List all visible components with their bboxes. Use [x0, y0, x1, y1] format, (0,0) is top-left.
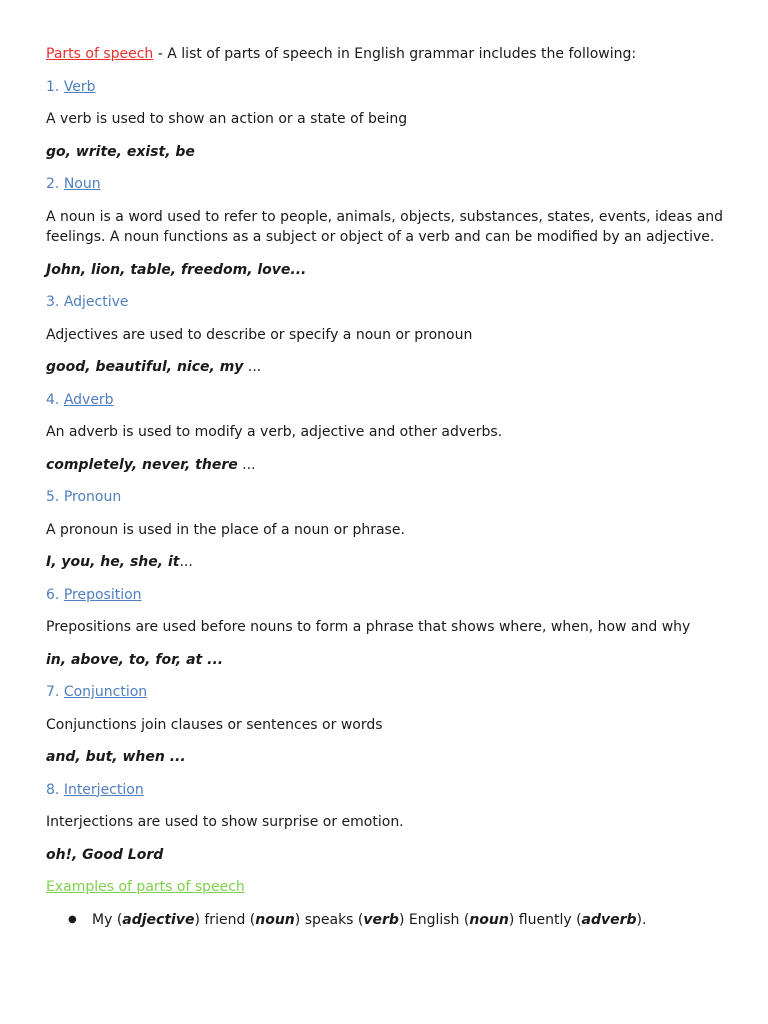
- example-words: oh!, Good Lord: [46, 846, 164, 863]
- example-words: good, beautiful, nice, my: [46, 359, 244, 375]
- section-preposition: [46, 585, 736, 671]
- section-description: A pronoun is used in the place of a noun or phrase.: [46, 521, 405, 538]
- section-description: Prepositions are used before nouns to form a phrase that shows where, when, how and why: [46, 619, 691, 635]
- section-number: 5.: [46, 489, 64, 505]
- section-adverb: [46, 390, 736, 476]
- section-title-link[interactable]: Preposition: [63, 586, 142, 603]
- section-description: Adjectives are used to describe or specify a noun or pronoun: [46, 326, 473, 343]
- example-words: and, but, when ...: [46, 749, 186, 765]
- example-bullet-item: [68, 910, 736, 931]
- section-examples: [46, 357, 736, 378]
- parts-of-speech-link[interactable]: Parts of speech: [46, 46, 154, 62]
- section-description: Conjunctions join clauses or sentences or words: [46, 716, 383, 733]
- document-page: [46, 44, 736, 930]
- examples-of-parts-of-speech-link[interactable]: Examples of parts of speech: [46, 879, 245, 895]
- section-number: 6.: [46, 586, 64, 603]
- example-words: in, above, to, for, at ...: [46, 651, 224, 668]
- section-conjunction: [46, 682, 736, 768]
- example-words: go, write, exist, be: [46, 143, 195, 160]
- section-adjective: [46, 292, 736, 378]
- section-description: Interjections are used to show surprise or emotion.: [46, 814, 404, 830]
- section-number: 4.: [46, 391, 64, 408]
- example-bullet-list: [46, 910, 736, 931]
- section-interjection: [46, 780, 736, 866]
- section-examples: [46, 650, 736, 671]
- part-of-speech-label: adjective: [122, 911, 195, 928]
- example-words: John, lion, table, freedom, love...: [46, 261, 307, 278]
- section-title-link: Adjective: [63, 294, 129, 310]
- section-noun: [46, 174, 736, 280]
- sentence-fragment: ).: [636, 911, 647, 928]
- section-title-link[interactable]: Verb: [63, 78, 96, 95]
- section-title-link[interactable]: Interjection: [63, 781, 144, 798]
- section-heading: [46, 585, 736, 606]
- example-words: I, you, he, she, it: [46, 554, 180, 570]
- part-of-speech-label: adverb: [581, 911, 637, 928]
- section-heading: [46, 390, 736, 411]
- part-of-speech-label: verb: [363, 911, 399, 928]
- section-number: 7.: [46, 684, 64, 700]
- example-words: completely, never, there: [46, 456, 238, 473]
- bullet-icon: ●: [68, 913, 77, 925]
- section-pronoun: [46, 487, 736, 573]
- sentence-fragment: ) English (: [398, 911, 470, 928]
- sentence-fragment: ) friend (: [194, 911, 256, 928]
- section-title-link[interactable]: Conjunction: [63, 684, 148, 700]
- section-examples: [46, 260, 736, 281]
- section-heading: [46, 292, 736, 313]
- section-verb: [46, 77, 736, 163]
- section-description: A verb is used to show an action or a state of being: [46, 111, 408, 127]
- section-description: An adverb is used to modify a verb, adjective and other adverbs.: [46, 424, 503, 440]
- section-title-link[interactable]: Noun: [63, 176, 101, 192]
- sentence-fragment: ) speaks (: [294, 911, 364, 928]
- section-heading: [46, 174, 736, 195]
- section-title-link[interactable]: Adverb: [63, 391, 114, 408]
- example-ellipsis: ...: [237, 456, 256, 473]
- section-heading: [46, 487, 736, 508]
- section-number: 8.: [46, 781, 64, 798]
- section-examples: [46, 455, 736, 476]
- section-heading: [46, 77, 736, 98]
- example-sentence: [92, 912, 646, 928]
- intro-text: - A list of parts of speech in English grammar includes the following:: [153, 46, 637, 62]
- example-ellipsis: ...: [179, 554, 193, 570]
- section-heading: [46, 682, 736, 703]
- section-number: 1.: [46, 78, 64, 95]
- section-examples: [46, 142, 736, 163]
- section-number: 3.: [46, 294, 64, 310]
- section-title-link: Pronoun: [63, 489, 122, 505]
- part-of-speech-label: noun: [469, 911, 509, 928]
- example-ellipsis: ...: [243, 359, 262, 375]
- section-examples: [46, 747, 736, 768]
- section-heading: [46, 780, 736, 801]
- sentence-fragment: ) fluently (: [508, 911, 582, 928]
- section-description: A noun is a word used to refer to people, animals, objects, substances, states, events, ideas and feelings. A noun functions as a subject or object of a verb and can be modified by an adjective.: [46, 208, 724, 245]
- section-number: 2.: [46, 176, 64, 192]
- sentence-fragment: My (: [92, 911, 123, 928]
- section-examples: [46, 552, 736, 573]
- intro-paragraph: [46, 44, 736, 65]
- sections-list: [46, 77, 736, 866]
- part-of-speech-label: noun: [255, 911, 295, 928]
- section-examples: [46, 845, 736, 866]
